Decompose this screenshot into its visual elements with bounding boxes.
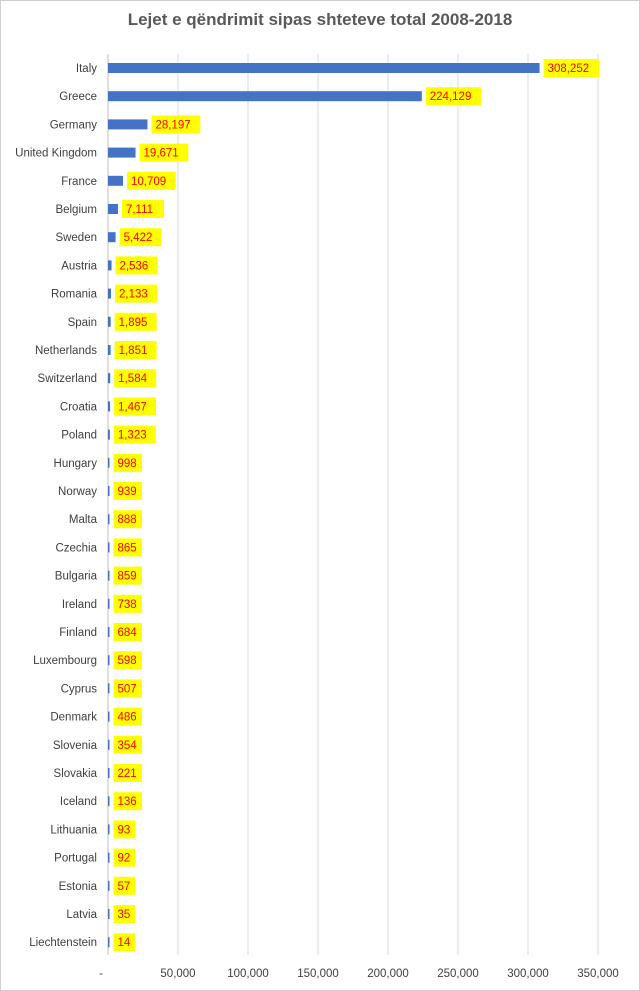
x-tick-label: 50,000 xyxy=(160,968,196,980)
category-label: Poland xyxy=(61,429,97,442)
data-label: 486 xyxy=(117,711,137,724)
category-label: Netherlands xyxy=(34,345,97,357)
data-label: 865 xyxy=(117,542,137,555)
category-label: Luxembourg xyxy=(33,655,97,668)
category-label: Norway xyxy=(58,486,97,498)
bar xyxy=(108,824,110,834)
data-label: 35 xyxy=(117,909,131,921)
data-label: 93 xyxy=(117,824,131,837)
x-tick-label: 100,000 xyxy=(227,968,269,980)
bar xyxy=(108,119,147,129)
bar xyxy=(108,514,110,524)
bar xyxy=(108,289,111,299)
category-label: Lithuania xyxy=(50,824,97,837)
data-label: 92 xyxy=(117,852,131,865)
bar xyxy=(108,430,110,440)
data-label: 308,252 xyxy=(547,63,590,75)
category-label: Portugal xyxy=(54,852,97,865)
data-label: 1,584 xyxy=(118,373,147,386)
data-label: 1,323 xyxy=(117,429,147,442)
category-label: Finland xyxy=(59,627,97,639)
data-label: 224,129 xyxy=(429,91,472,104)
data-label: 2,536 xyxy=(119,260,149,273)
bar xyxy=(108,909,110,919)
data-label: 14 xyxy=(117,937,131,950)
bar xyxy=(108,486,110,496)
data-label: 1,895 xyxy=(118,316,148,329)
data-label: 221 xyxy=(117,768,137,780)
bar xyxy=(108,627,110,637)
bar xyxy=(108,458,110,468)
category-label: Cyprus xyxy=(60,683,97,696)
category-label: Liechtenstein xyxy=(29,937,97,950)
category-label: Slovenia xyxy=(52,739,97,752)
data-label: 5,422 xyxy=(123,232,153,245)
category-label: Romania xyxy=(50,288,97,301)
data-label: 998 xyxy=(117,457,137,470)
x-tick-label: 150,000 xyxy=(297,968,339,980)
category-label: Czechia xyxy=(55,542,97,555)
data-label: 598 xyxy=(117,655,137,668)
category-label: Slovakia xyxy=(53,768,97,780)
category-label: France xyxy=(61,175,97,188)
category-label: Malta xyxy=(68,514,97,527)
bar xyxy=(108,853,110,863)
bar xyxy=(108,204,118,214)
category-label: Croatia xyxy=(59,401,97,414)
bar xyxy=(108,232,116,242)
data-label: 507 xyxy=(117,683,137,696)
category-label: Italy xyxy=(75,63,97,75)
data-label: 57 xyxy=(117,880,131,893)
bar xyxy=(108,542,110,552)
data-label: 2,133 xyxy=(118,288,148,301)
bar xyxy=(108,768,110,778)
category-label: Ireland xyxy=(61,598,97,611)
x-tick-label: 250,000 xyxy=(437,968,479,980)
category-label: Latvia xyxy=(66,909,97,921)
data-label: 738 xyxy=(117,598,137,611)
data-label: 10,709 xyxy=(130,175,167,188)
data-label: 7,111 xyxy=(125,204,154,216)
bar xyxy=(108,712,110,722)
bar xyxy=(108,373,110,383)
bar xyxy=(108,683,110,693)
data-label: 354 xyxy=(117,739,137,752)
category-label: Hungary xyxy=(53,457,97,470)
category-label: Switzerland xyxy=(37,373,97,386)
data-label: 888 xyxy=(117,514,137,527)
bar xyxy=(108,571,110,581)
bar xyxy=(108,740,110,750)
category-label: Iceland xyxy=(59,796,97,809)
bar xyxy=(108,317,111,327)
category-label: Estonia xyxy=(58,880,97,893)
data-label: 1,467 xyxy=(118,401,147,414)
bar xyxy=(108,937,110,947)
data-label: 859 xyxy=(117,570,137,583)
bar xyxy=(108,345,111,355)
bar xyxy=(108,148,136,158)
x-tick-label: 200,000 xyxy=(367,968,409,980)
data-label: 939 xyxy=(117,486,137,498)
data-label: 19,671 xyxy=(143,147,179,160)
bar xyxy=(108,176,123,186)
bar xyxy=(108,260,112,270)
category-label: Spain xyxy=(67,316,97,329)
chart-title: Lejet e qëndrimit sipas shteteve total 2008-2018 xyxy=(127,10,513,29)
bar xyxy=(108,796,110,806)
bar xyxy=(108,881,110,891)
category-label: United Kingdom xyxy=(15,147,97,160)
category-label: Bulgaria xyxy=(54,570,97,583)
data-label: 136 xyxy=(117,796,137,809)
category-label: Sweden xyxy=(55,232,97,245)
data-label: 28,197 xyxy=(155,119,191,132)
category-label: Austria xyxy=(61,260,97,273)
category-label: Greece xyxy=(59,91,97,104)
bar xyxy=(108,655,110,665)
bar xyxy=(108,401,110,411)
x-tick-label: 300,000 xyxy=(507,968,549,980)
x-tick-label: 350,000 xyxy=(577,968,619,980)
bar xyxy=(108,599,110,609)
bar xyxy=(108,91,422,101)
x-tick-label: - xyxy=(99,968,103,980)
data-label: 684 xyxy=(117,627,137,639)
category-label: Denmark xyxy=(50,711,97,724)
category-label: Germany xyxy=(49,119,97,132)
bar xyxy=(108,63,540,73)
category-label: Belgium xyxy=(55,204,97,216)
data-label: 1,851 xyxy=(118,345,148,357)
